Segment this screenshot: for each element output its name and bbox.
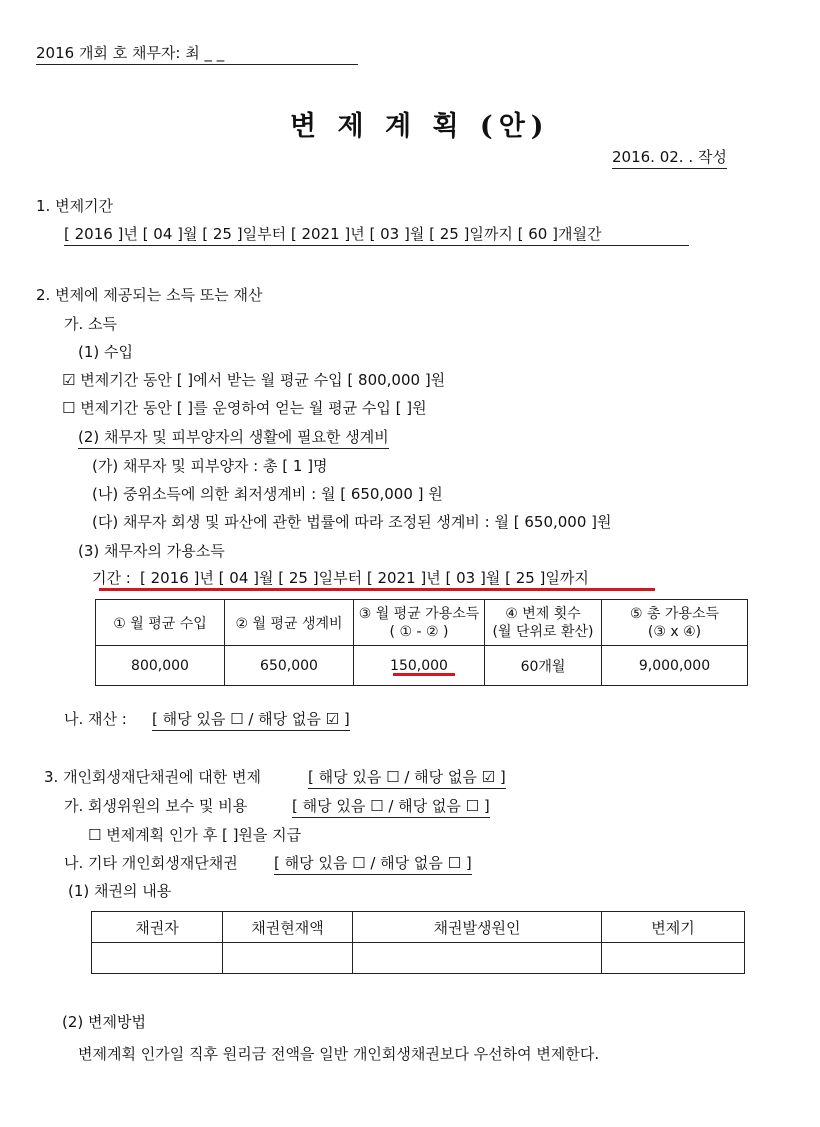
claims-cell (223, 943, 353, 974)
property-value: [ 해당 있음 ☐ / 해당 없음 ☑ ] (152, 708, 350, 731)
table-cell-living-cost: 650,000 (225, 646, 354, 686)
table-cell-repayment-count: 60개월 (485, 646, 602, 686)
repayment-period: [ 2016 ]년 [ 04 ]월 [ 25 ]일부터 [ 2021 ]년 [ 03 ]월 [ 25 ]일까지 [ 60 ]개월간 (64, 223, 689, 246)
income-subheading: 가. 소득 (64, 315, 118, 333)
date-line: 2016. 02. . 작성 (612, 146, 727, 169)
income-option-business: ☐ 변제기간 동안 [ ]를 운영하여 얻는 월 평균 수입 [ ]원 (62, 399, 427, 417)
page-title: 변 제 계 획 (안) (290, 111, 550, 142)
trustee-fee-heading: 가. 회생위원의 보수 및 비용 (64, 797, 248, 815)
living-cost-minimum: (나) 중위소득에 의한 최저생계비 : 월 [ 650,000 ] 원 (92, 485, 443, 503)
claims-content-heading: (1) 채권의 내용 (68, 882, 172, 900)
claims-table (91, 911, 745, 974)
claims-header-amount: 채권현재액 (223, 912, 353, 943)
claims-header-cause: 채권발생원인 (353, 912, 602, 943)
living-cost-adjusted: (다) 채무자 회생 및 파산에 관한 법률에 따라 조정된 생계비 : 월 [ 650,000 ]원 (92, 513, 612, 531)
other-claims-heading: 나. 기타 개인회생재단채권 (64, 854, 238, 872)
claims-cell (92, 943, 223, 974)
section-3-heading: 3. 개인회생재단채권에 대한 변제 (44, 768, 261, 786)
available-income-period-label: 기간 : (92, 569, 131, 587)
table-header-cell: ① 월 평균 수입 (96, 600, 225, 646)
claims-header-due: 변제기 (602, 912, 745, 943)
section-1-heading: 1. 변제기간 (36, 197, 114, 215)
available-income-heading: (3) 채무자의 가용소득 (78, 542, 225, 560)
table-cell-available-income: 150,000 (354, 646, 485, 686)
table-cell-total-available: 9,000,000 (602, 646, 748, 686)
highlight-underline-amount (393, 673, 455, 676)
repayment-method-text: 변제계획 인가일 직후 원리금 전액을 일반 개인회생채권보다 우선하여 변제한다. (78, 1045, 600, 1063)
claims-header-creditor: 채권자 (92, 912, 223, 943)
income-heading: (1) 수입 (78, 343, 133, 361)
income-option-salary: ☑ 변제기간 동안 [ ]에서 받는 월 평균 수입 [ 800,000 ]원 (62, 371, 446, 389)
case-header: 2016 개회 호 채무자: 최 _ _ (36, 42, 358, 65)
table-header-cell: ③ 월 평균 가용소득 ( ① - ② ) (354, 600, 485, 646)
section-2-heading: 2. 변제에 제공되는 소득 또는 재산 (36, 286, 263, 304)
trustee-fee-value: [ 해당 있음 ☐ / 해당 없음 ☐ ] (292, 795, 490, 818)
trustee-fee-detail: ☐ 변제계획 인가 후 [ ]원을 지급 (88, 826, 302, 844)
section-3-value: [ 해당 있음 ☐ / 해당 없음 ☑ ] (308, 766, 506, 789)
living-cost-heading: (2) 채무자 및 피부양자의 생활에 필요한 생계비 (78, 426, 389, 449)
claims-cell (602, 943, 745, 974)
table-header-cell: ② 월 평균 생계비 (225, 600, 354, 646)
property-label: 나. 재산 : (64, 710, 127, 728)
living-cost-dependents: (가) 채무자 및 피부양자 : 총 [ 1 ]명 (92, 457, 328, 475)
repayment-method-heading: (2) 변제방법 (62, 1013, 146, 1031)
other-claims-value: [ 해당 있음 ☐ / 해당 없음 ☐ ] (274, 852, 472, 875)
highlight-underline-period (99, 588, 655, 591)
table-header-cell: ④ 변제 횟수 (월 단위로 환산) (485, 600, 602, 646)
available-income-period: [ 2016 ]년 [ 04 ]월 [ 25 ]일부터 [ 2021 ]년 [ 03 ]월 [ 25 ]일까지 (140, 567, 650, 590)
claims-cell (353, 943, 602, 974)
table-header-cell: ⑤ 총 가용소득 (③ x ④) (602, 600, 748, 646)
table-cell-monthly-income: 800,000 (96, 646, 225, 686)
